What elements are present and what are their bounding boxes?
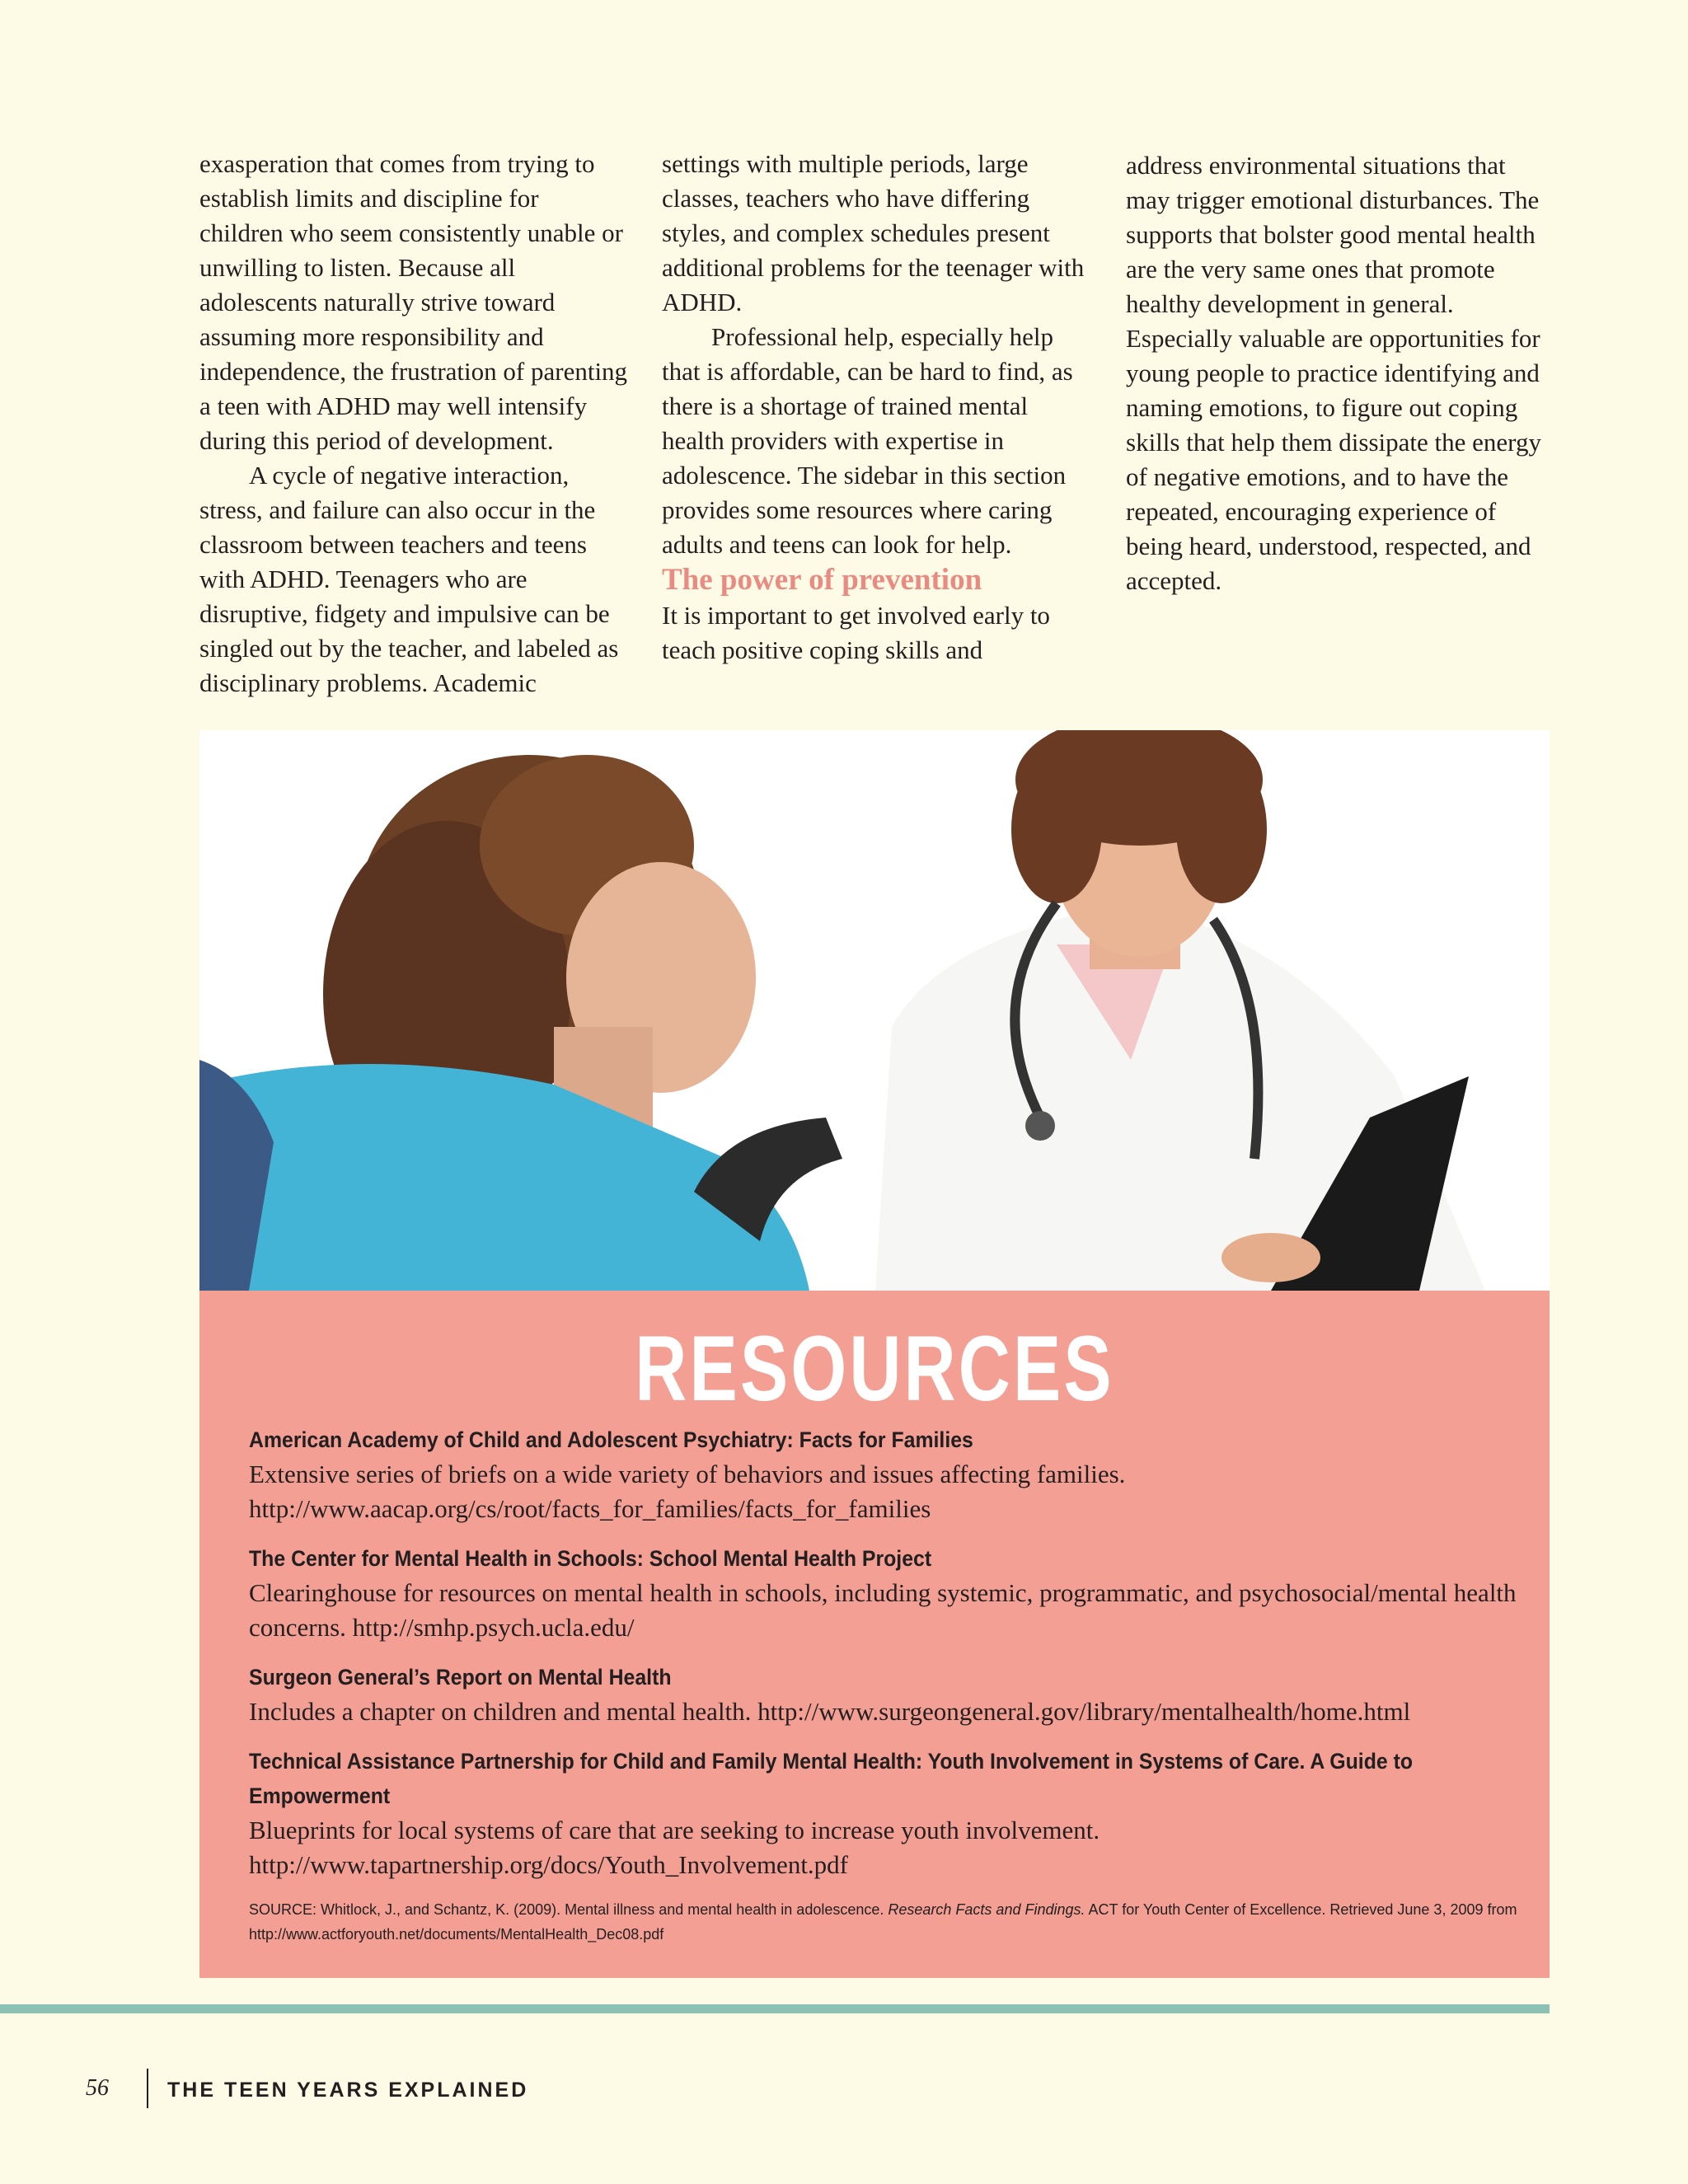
section-subheading: The power of prevention <box>662 563 982 597</box>
body-paragraph: Professional help, especially help that is affordable, can be hard to find, as there is a shortage of trained mental health providers with expertise in adolescence. The sidebar in this section provides some resources where caring adults and teens can look for help. <box>662 322 1073 559</box>
resources-list <box>249 1422 1518 1947</box>
body-paragraph: It is important to get involved early to teach positive coping skills and <box>662 601 1050 664</box>
resource-heading: American Academy of Child and Adolescent Psychiatry: Facts for Families <box>249 1427 973 1452</box>
page-number: 56 <box>86 2075 109 2101</box>
resource-description: Blueprints for local systems of care that are seeking to increase youth involvement. http://www.tapartnership.org/docs/Youth_Involvement.pdf <box>249 1816 1100 1879</box>
resource-item <box>249 1660 1518 1729</box>
resources-sidebar <box>199 1291 1550 1978</box>
running-footer-title: THE TEEN YEARS EXPLAINED <box>167 2079 529 2102</box>
source-citation-text: SOURCE: Whitlock, J., and Schantz, K. (2009). Mental illness and mental health in adolescence. <box>249 1901 889 1918</box>
source-citation-text: ACT for Youth Center of Excellence. Retrieved June 3, 2009 from http://www.actforyouth.net/documents/MentalHealth_Dec08.pdf <box>249 1901 1517 1943</box>
source-citation-title: Research Facts and Findings. <box>888 1901 1085 1918</box>
footer-divider <box>147 2069 148 2108</box>
resource-item <box>249 1541 1518 1645</box>
article-column-3 <box>1126 148 1554 598</box>
resource-description: Includes a chapter on children and mental health. http://www.surgeongeneral.gov/library/mentalhealth/home.html <box>249 1697 1411 1726</box>
resource-item <box>249 1422 1518 1526</box>
body-paragraph: A cycle of negative interaction, stress, and failure can also occur in the classroom between teachers and teens with ADHD. Teenagers who are disruptive, fidgety and impulsive can be singled out by the teacher, and labeled as disciplinary problems. Academic <box>199 461 619 697</box>
resource-heading: The Center for Mental Health in Schools: School Mental Health Project <box>249 1546 932 1571</box>
body-paragraph: address environmental situations that may trigger emotional disturbances. The supports that bolster good mental health are the very same ones that promote healthy development in general. Especially valuable are opportunities for young people to practice identifying and naming emotions, to figure out coping skills that help them dissipate the energy of negative emotions, and to have the repeated, encouraging experience of being heard, understood, respected, and accepted. <box>1126 151 1541 595</box>
resources-title: RESOURCES <box>635 1317 1114 1420</box>
footer-rule <box>0 2004 1550 2013</box>
resource-item <box>249 1744 1518 1882</box>
resource-heading: Surgeon General’s Report on Mental Health <box>249 1665 672 1690</box>
doctor-teen-photo <box>199 730 1550 1291</box>
resource-heading: Technical Assistance Partnership for Child and Family Mental Health: Youth Involvement in Systems of Care. A Guide to Empowerment <box>249 1749 1414 1808</box>
article-column-1 <box>199 147 628 701</box>
article-column-2 <box>662 147 1090 668</box>
source-citation <box>249 1897 1518 1947</box>
body-paragraph: settings with multiple periods, large classes, teachers who have differing styles, and complex schedules present additional problems for the teenager with ADHD. <box>662 149 1085 316</box>
resource-description: Clearinghouse for resources on mental health in schools, including systemic, programmatic, and psychosocial/mental health concerns. http://smhp.psych.ucla.edu/ <box>249 1578 1517 1642</box>
resource-description: Extensive series of briefs on a wide variety of behaviors and issues affecting families. http://www.aacap.org/cs/root/facts_for_families/facts_for_families <box>249 1460 1126 1523</box>
body-paragraph: exasperation that comes from trying to establish limits and discipline for children who seem consistently unable or unwilling to listen. Because all adolescents naturally strive toward assuming more responsibility and independence, the frustration of parenting a teen with ADHD may well intensify during this period of development. <box>199 149 628 455</box>
